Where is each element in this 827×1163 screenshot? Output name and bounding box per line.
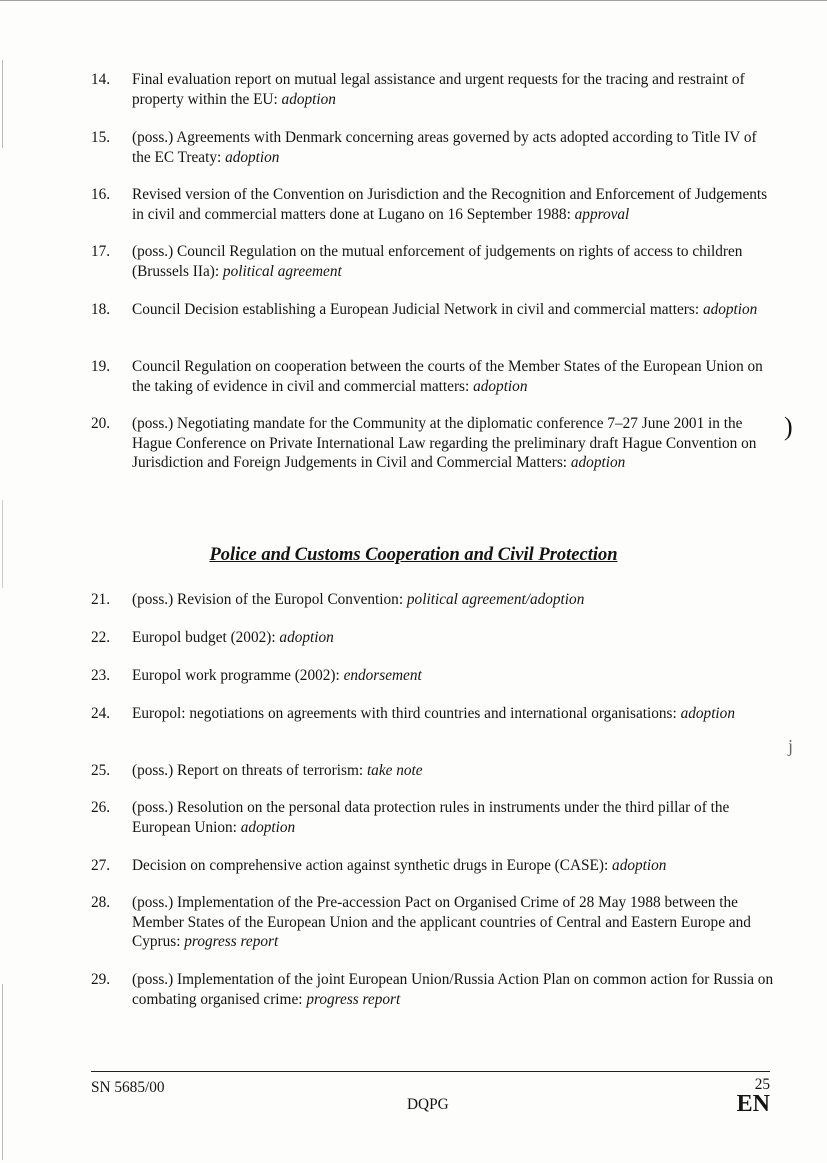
item-status: adoption: [612, 857, 667, 874]
item-description: Council Regulation on cooperation between the courts of the Member States of the European Union on the taking of evidence in civil and commercial matters:: [132, 358, 763, 395]
top-border-line: [0, 0, 827, 6]
item-text: [132, 590, 778, 610]
item-number: 17.: [91, 243, 111, 260]
item-status: political agreement/adoption: [406, 591, 585, 608]
item-number: 22.: [91, 629, 111, 646]
item-text: [132, 357, 778, 396]
item-description: (poss.) Council Regulation on the mutual enforcement of judgements on rights of access to children (Brussels IIa):: [132, 243, 743, 280]
item-status: adoption: [702, 301, 758, 318]
item-description: (poss.) Resolution on the personal data protection rules in instruments under the third pillar of the European Union:: [132, 799, 730, 836]
language-code: EN: [736, 1091, 770, 1117]
item-text: [132, 970, 778, 1009]
item-number: 14.: [91, 71, 111, 88]
item-status: adoption: [279, 629, 334, 646]
item-number: 18.: [91, 301, 111, 318]
item-text: [132, 242, 778, 281]
item-text: [132, 798, 778, 837]
item-status: adoption: [570, 454, 626, 471]
item-description: Final evaluation report on mutual legal assistance and urgent requests for the tracing and restraint of property within the EU:: [132, 71, 745, 108]
item-status: endorsement: [343, 667, 422, 684]
document-reference: SN 5685/00: [91, 1079, 165, 1096]
item-description: Decision on comprehensive action against synthetic drugs in Europe (CASE):: [132, 857, 613, 874]
item-status: progress report: [184, 933, 279, 950]
item-description: (poss.) Negotiating mandate for the Community at the diplomatic conference 7–27 June 2001 in the Hague Conference on Private International Law regarding the preliminary draft Hague Convention on Jurisdiction and Foreign Judgements in Civil and Commercial Matters:: [132, 415, 757, 471]
item-status: approval: [574, 205, 630, 223]
item-number: 26.: [91, 799, 111, 816]
item-status: adoption: [240, 818, 296, 836]
item-status: adoption: [680, 705, 735, 722]
item-number: 28.: [91, 894, 111, 911]
item-number: 15.: [91, 129, 111, 146]
item-number: 29.: [91, 971, 111, 988]
item-number: 24.: [91, 705, 111, 722]
item-description: (poss.) Implementation of the joint European Union/Russia Action Plan on common action for Russia on combating organised crime:: [132, 971, 774, 1008]
item-status: political agreement: [222, 262, 342, 280]
item-number: 19.: [91, 358, 111, 375]
item-text: [132, 856, 778, 876]
item-text: [132, 70, 778, 109]
item-number: 27.: [91, 857, 111, 874]
item-description: Europol budget (2002):: [132, 629, 280, 646]
item-status: adoption: [281, 90, 336, 108]
item-status: adoption: [473, 377, 528, 395]
item-text: [132, 300, 778, 320]
item-number: 25.: [91, 762, 111, 779]
item-description: (poss.) Revision of the Europol Convention:: [132, 591, 407, 608]
item-text: [132, 628, 778, 648]
scan-hook-mark: j: [788, 736, 794, 756]
item-number: 23.: [91, 667, 111, 684]
item-status: progress report: [306, 990, 401, 1008]
item-description: Europol: negotiations on agreements with third countries and international organisations:: [132, 705, 681, 722]
item-number: 16.: [91, 186, 111, 203]
item-description: (poss.) Implementation of the Pre-accession Pact on Organised Crime of 28 May 1988 between the Member States of the European Union and the applicant countries of Central and Eastern Europe and Cyprus:: [132, 894, 751, 950]
item-status: adoption: [225, 148, 280, 166]
item-description: Revised version of the Convention on Jurisdiction and the Recognition and Enforcement of Judgements in civil and commercial matters done at Lugano on 16 September 1988:: [132, 186, 768, 223]
item-number: 20.: [91, 415, 111, 432]
item-text: [132, 128, 778, 167]
item-description: Europol work programme (2002):: [132, 667, 344, 684]
department-code: DQPG: [407, 1096, 449, 1113]
item-description: (poss.) Report on threats of terrorism:: [132, 762, 367, 779]
scan-bracket-mark: ): [784, 412, 793, 441]
item-number: 21.: [91, 591, 111, 608]
scan-left-edge: [2, 60, 3, 1160]
item-text: [132, 666, 778, 686]
item-text: [132, 704, 778, 724]
item-text: [132, 893, 778, 952]
item-description: Council Decision establishing a European Judicial Network in civil and commercial matters:: [132, 301, 703, 318]
item-description: (poss.) Agreements with Denmark concerning areas governed by acts adopted according to Title IV of the EC Treaty:: [132, 129, 757, 166]
footer-rule: [91, 1071, 770, 1072]
item-text: [132, 414, 778, 473]
item-text: [132, 185, 778, 224]
page-number: 25: [754, 1076, 770, 1093]
item-status: take note: [366, 762, 423, 779]
section-heading: Police and Customs Cooperation and Civil Protection: [209, 545, 618, 566]
item-text: [132, 761, 778, 781]
